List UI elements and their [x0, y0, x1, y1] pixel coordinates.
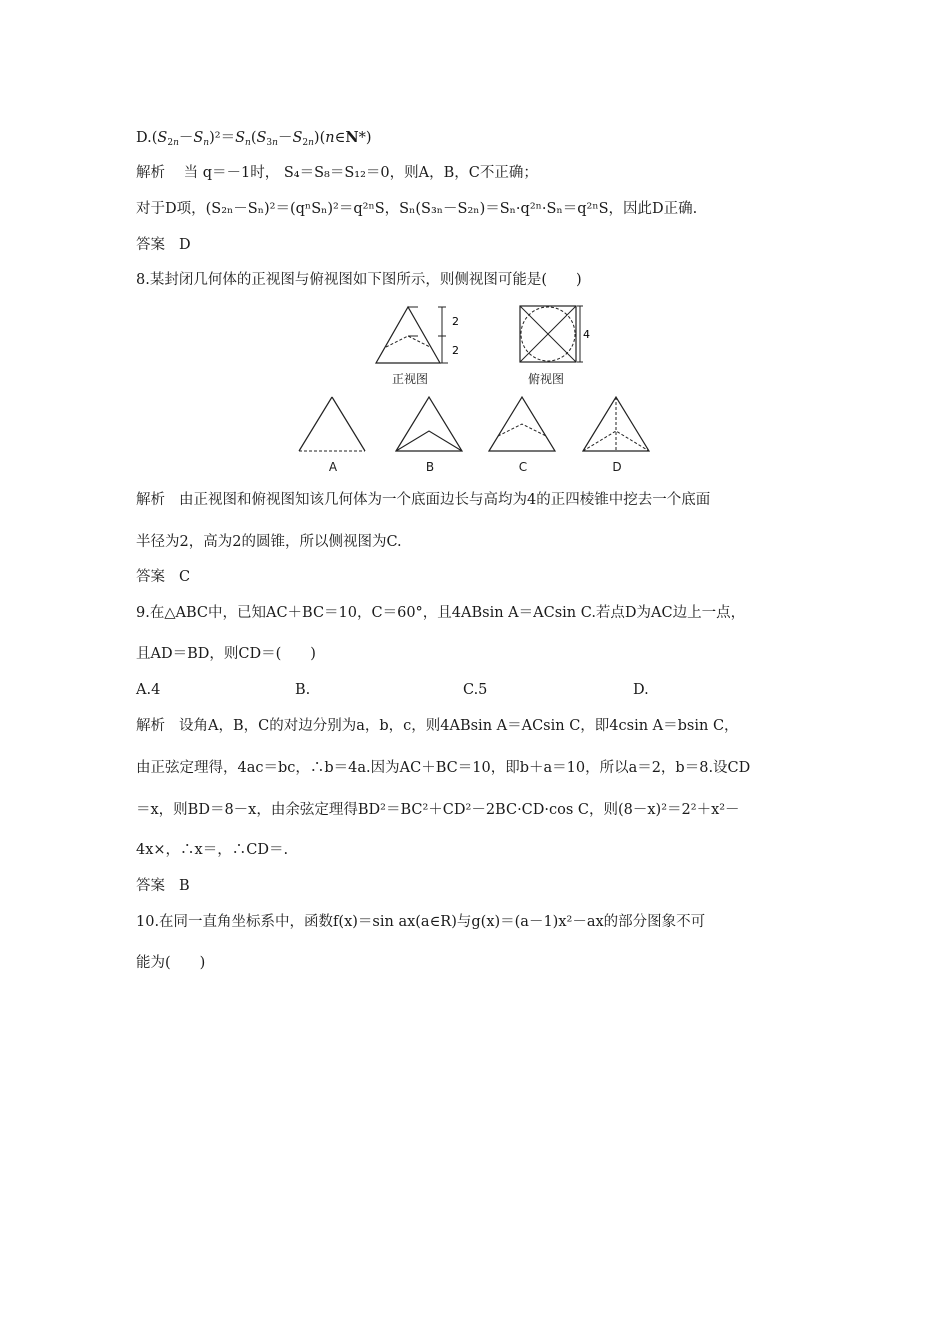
- q8-analysis-label: 解析: [136, 492, 165, 508]
- q8-option-b-figure: [393, 394, 469, 454]
- q9-stem-line1: 9.在△ABC中，已知AC＋BC＝10，C＝60°，且4ABsin A＝ACsin C.若点D为AC边上一点，: [136, 605, 746, 621]
- q9-analysis-label: 解析: [136, 718, 165, 734]
- q8-option-a-label: A: [328, 460, 338, 474]
- q9-analysis-line4: 4x×，∴x＝，∴CD＝.: [136, 842, 289, 858]
- q7-analysis-text-b: q＝－1时，: [202, 165, 280, 181]
- q8-answer-line: [136, 567, 190, 587]
- q8-top-view-figure: [516, 304, 592, 366]
- q10-stem-line2: 能为( ): [136, 955, 206, 971]
- q8-dim-2b: 2: [452, 344, 459, 357]
- q8-option-c-figure: [486, 394, 562, 454]
- q8-front-view-figure: [372, 303, 462, 365]
- q8-dim-4: 4: [583, 328, 590, 341]
- q9-answer: B: [179, 878, 190, 894]
- q9-analysis-line2: 由正弦定理得，4ac＝bc，∴b＝4a.因为AC＋BC＝10，即b＋a＝10，所以a＝2，b＝8.设CD: [136, 760, 751, 776]
- q9-analysis-line1: [136, 716, 739, 736]
- q8-top-caption: 俯视图: [527, 372, 564, 386]
- q8-option-c-label: C: [518, 460, 528, 474]
- q9-answer-label: 答案: [136, 878, 165, 894]
- q8-answer: C: [179, 569, 191, 585]
- q7-analysis-line1: [136, 163, 538, 183]
- q7-analysis-text-a: 当: [183, 165, 199, 181]
- q9-analysis-line3: ＝x，则BD＝8－x，由余弦定理得BD²＝BC²＋CD²－2BC·CD·cos C，则(8－x)²＝2²＋x²－: [136, 802, 740, 818]
- q9-answer-line: [136, 876, 190, 896]
- q8-analysis-text1: 由正视图和俯视图知该几何体为一个底面边长与高均为4的正四棱锥中挖去一个底面: [179, 492, 711, 508]
- q8-front-caption: 正视图: [391, 372, 428, 386]
- q7-answer-line: [136, 235, 191, 255]
- q8-option-d-figure: [580, 394, 656, 454]
- q9-analysis-text1: 设角A，B，C的对边分别为a，b，c，则4ABsin A＝ACsin C，即4csin A＝bsin C，: [179, 718, 739, 734]
- q8-answer-label: 答案: [136, 569, 165, 585]
- q7-answer: D: [179, 237, 191, 253]
- q7-analysis-line2: 对于D项，(S₂ₙ－Sₙ)²＝(qⁿSₙ)²＝q²ⁿS，Sₙ(S₃ₙ－S₂ₙ)＝Sₙ·q²ⁿ·Sₙ＝q²ⁿS，因此D正确.: [136, 201, 698, 217]
- q7-option-d-prefix: D.: [136, 130, 152, 146]
- q10-stem-line1: 10.在同一直角坐标系中，函数f(x)＝sin ax(a∈R)与g(x)＝(a－1)x²－ax的部分图象不可: [136, 914, 706, 930]
- q7-option-d: $D.(S_{2n}-S_n)^2=S_n(S_{3n}-S_{2n})(n\in N*)$: [136, 129, 372, 148]
- q9-stem-line2: 且AD＝BD，则CD＝( ): [136, 646, 316, 662]
- q8-analysis-line2: 半径为2，高为2的圆锥，所以侧视图为C.: [136, 534, 402, 550]
- q9-option-c: C.5: [463, 682, 488, 698]
- q8-analysis-line1: [136, 490, 710, 510]
- q8-stem: 8.某封闭几何体的正视图与俯视图如下图所示，则侧视图可能是( ): [136, 272, 582, 288]
- q9-option-a: A.4: [136, 682, 161, 698]
- q9-option-d: D.: [633, 682, 649, 698]
- q7-answer-label: 答案: [136, 237, 165, 253]
- q8-option-a-figure: [296, 394, 372, 454]
- q8-option-b-label: B: [425, 460, 435, 474]
- q7-analysis-label: 解析: [136, 165, 165, 181]
- q7-analysis-text-c: S₄＝S₈＝S₁₂＝0，则A，B，C不正确；: [283, 165, 538, 181]
- q8-dim-2a: 2: [452, 315, 459, 328]
- q9-option-b: B.: [295, 682, 311, 698]
- q8-option-d-label: D: [612, 460, 622, 474]
